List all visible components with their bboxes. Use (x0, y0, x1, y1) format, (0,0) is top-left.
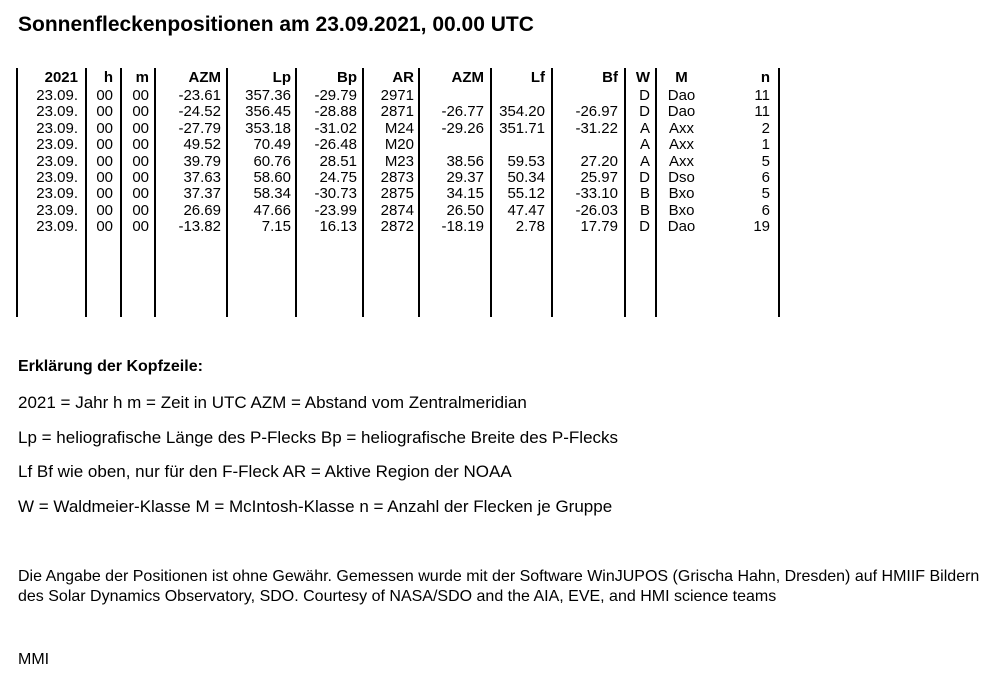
table-cell: 00 (132, 152, 149, 170)
table-cell: 00 (96, 152, 113, 170)
table-cell: 00 (132, 201, 149, 219)
table-cell: Dao (667, 103, 696, 121)
table-column-divider (85, 68, 87, 317)
table-cell: 28.51 (319, 152, 357, 170)
table-cell: 1 (761, 136, 770, 154)
table-cell: 11 (754, 87, 770, 104)
table-cell: 00 (96, 201, 113, 219)
table-cell: 00 (132, 169, 149, 186)
table-cell: 23.09. (36, 218, 78, 236)
table-cell: 29.37 (446, 169, 484, 186)
table-cell: 58.34 (253, 185, 291, 203)
page-title: Sonnenfleckenpositionen am 23.09.2021, 00.00 UTC (18, 13, 534, 36)
table-cell: 70.49 (253, 136, 291, 154)
table-cell: Bxo (668, 201, 695, 219)
table-cell: 60.76 (253, 152, 291, 170)
table-cell: 351.71 (499, 119, 545, 137)
table-column-divider (362, 68, 364, 317)
table-column-divider (16, 68, 18, 317)
sunspot-table (16, 68, 780, 317)
table-cell: 6 (761, 169, 770, 186)
table-cell: 38.56 (446, 152, 484, 170)
table-cell: 00 (96, 136, 113, 154)
table-cell: -27.79 (178, 119, 221, 137)
table-cell: 24.75 (319, 169, 357, 186)
table-cell: 353.18 (245, 119, 291, 137)
table-cell: 00 (96, 185, 113, 203)
table-cell: 17.79 (580, 218, 618, 236)
table-cell: Axx (668, 119, 694, 137)
signature: MMI (18, 651, 50, 668)
table-cell: M20 (384, 136, 414, 154)
table-column-divider (295, 68, 297, 317)
table-cell: 2 (761, 119, 770, 137)
table-column-divider (418, 68, 420, 317)
table-header-cell: h (103, 69, 113, 86)
table-cell: A (639, 152, 650, 170)
table-header-cell: n (760, 69, 770, 86)
table-header-cell: Bf (602, 69, 618, 86)
table-cell: 00 (132, 218, 149, 236)
table-cell: 23.09. (36, 136, 78, 154)
table-cell: 5 (761, 185, 770, 203)
table-cell: B (639, 201, 650, 219)
table-cell: -13.82 (178, 218, 221, 236)
table-cell: -26.97 (575, 103, 618, 121)
table-cell: 16.13 (319, 218, 357, 236)
table-cell: 23.09. (36, 185, 78, 203)
table-header-cell: Bp (337, 69, 357, 86)
table-cell: 39.79 (183, 152, 221, 170)
table-cell: 2971 (380, 87, 414, 104)
legend-line: Lf Bf wie oben, nur für den F-Fleck AR = Aktive Region der NOAA (18, 462, 512, 481)
table-cell: D (639, 87, 650, 104)
table-cell: D (639, 103, 650, 121)
table-cell: Axx (668, 136, 694, 154)
table-cell: 2873 (380, 169, 414, 186)
table-header-cell: 2021 (44, 69, 78, 86)
table-cell: 23.09. (36, 201, 78, 219)
table-cell: -26.77 (441, 103, 484, 121)
legend-line: 2021 = Jahr h m = Zeit in UTC AZM = Abstand vom Zentralmeridian (18, 393, 527, 412)
table-cell: 356.45 (245, 103, 291, 121)
table-cell: 58.60 (253, 169, 291, 186)
table-header-cell: AZM (188, 69, 221, 86)
table-cell: 00 (96, 119, 113, 137)
table-cell: 00 (96, 169, 113, 186)
table-header-cell: W (635, 69, 650, 86)
table-cell: 00 (96, 218, 113, 236)
table-cell: -29.79 (314, 87, 357, 104)
table-cell: -26.48 (314, 136, 357, 154)
table-cell: 37.37 (183, 185, 221, 203)
table-column-divider (624, 68, 626, 317)
table-cell: 2875 (380, 185, 414, 203)
table-column-divider (120, 68, 122, 317)
table-cell: 00 (132, 103, 149, 121)
table-cell: 23.09. (36, 169, 78, 186)
table-cell: 2871 (380, 103, 414, 121)
table-cell: M24 (384, 119, 414, 137)
table-cell: Dso (668, 169, 695, 186)
table-cell: 00 (96, 103, 113, 121)
table-cell: 23.09. (36, 103, 78, 121)
table-cell: Dao (667, 218, 696, 236)
table-cell: A (639, 119, 650, 137)
table-header-cell: Lf (530, 69, 545, 86)
table-cell: -26.03 (575, 201, 618, 219)
table-cell: -31.02 (314, 119, 357, 137)
table-cell: 27.20 (580, 152, 618, 170)
table-header-cell: m (135, 69, 149, 86)
legend-line: W = Waldmeier-Klasse M = McIntosh-Klasse n = Anzahl der Flecken je Gruppe (18, 497, 613, 516)
table-cell: 00 (132, 87, 149, 104)
table-cell: -28.88 (314, 103, 357, 121)
table-cell: 5 (761, 152, 770, 170)
table-cell: 2.78 (515, 218, 545, 236)
table-header-cell: Lp (272, 69, 291, 86)
table-cell: 7.15 (261, 218, 291, 236)
table-cell: -18.19 (441, 218, 484, 236)
table-cell: 47.66 (253, 201, 291, 219)
table-cell: 19 (753, 218, 770, 236)
table-cell: 34.15 (446, 185, 484, 203)
table-cell: 47.47 (507, 201, 545, 219)
table-cell: 00 (132, 185, 149, 203)
table-cell: A (639, 136, 650, 154)
table-column-divider (778, 68, 780, 317)
table-cell: 00 (96, 87, 113, 104)
table-column-divider (226, 68, 228, 317)
table-cell: 00 (132, 136, 149, 154)
table-cell: 59.53 (507, 152, 545, 170)
table-cell: M23 (384, 152, 414, 170)
table-cell: -30.73 (314, 185, 357, 203)
table-cell: 2874 (380, 201, 414, 219)
table-header-cell: AZM (451, 69, 484, 86)
table-cell: D (639, 169, 650, 186)
table-cell: 55.12 (507, 185, 545, 203)
table-cell: 23.09. (36, 152, 78, 170)
table-cell: -29.26 (441, 119, 484, 137)
table-column-divider (655, 68, 657, 317)
table-cell: 2872 (380, 218, 414, 236)
table-cell: 11 (754, 103, 770, 121)
table-cell: 23.09. (36, 119, 78, 137)
table-cell: -23.61 (178, 87, 221, 104)
table-cell: 23.09. (36, 87, 78, 104)
table-cell: 26.69 (183, 201, 221, 219)
table-cell: 6 (761, 201, 770, 219)
table-cell: -24.52 (178, 103, 221, 121)
table-cell: 37.63 (183, 169, 221, 186)
disclaimer-note: Die Angabe der Positionen ist ohne Gewähr. Gemessen wurde mit der Software WinJUPOS (Grischa Hahn, Dresden) auf HMIIF Bildern des Solar Dynamics Observatory, SDO. Courtesy of NASA/SDO and the AIA, EVE, and HMI science teams (18, 568, 980, 605)
table-cell: B (639, 185, 650, 203)
table-cell: Dao (667, 87, 696, 104)
table-column-divider (551, 68, 553, 317)
table-header-cell: M (675, 69, 688, 86)
table-cell: 50.34 (507, 169, 545, 186)
table-cell: -23.99 (314, 201, 357, 219)
table-cell: D (639, 218, 650, 236)
table-header-cell: AR (392, 69, 414, 86)
table-cell: -33.10 (575, 185, 618, 203)
legend-line: Lp = heliografische Länge des P-Flecks Bp = heliografische Breite des P-Flecks (18, 428, 619, 447)
table-cell: 00 (132, 119, 149, 137)
table-column-divider (490, 68, 492, 317)
table-cell: 49.52 (183, 136, 221, 154)
table-cell: -31.22 (575, 119, 618, 137)
table-column-divider (154, 68, 156, 317)
table-cell: 357.36 (245, 87, 291, 104)
legend-heading: Erklärung der Kopfzeile: (18, 358, 203, 375)
table-cell: 25.97 (580, 169, 618, 186)
table-cell: 354.20 (499, 103, 545, 121)
table-cell: Axx (668, 152, 694, 170)
table-cell: 26.50 (446, 201, 484, 219)
table-cell: Bxo (668, 185, 695, 203)
